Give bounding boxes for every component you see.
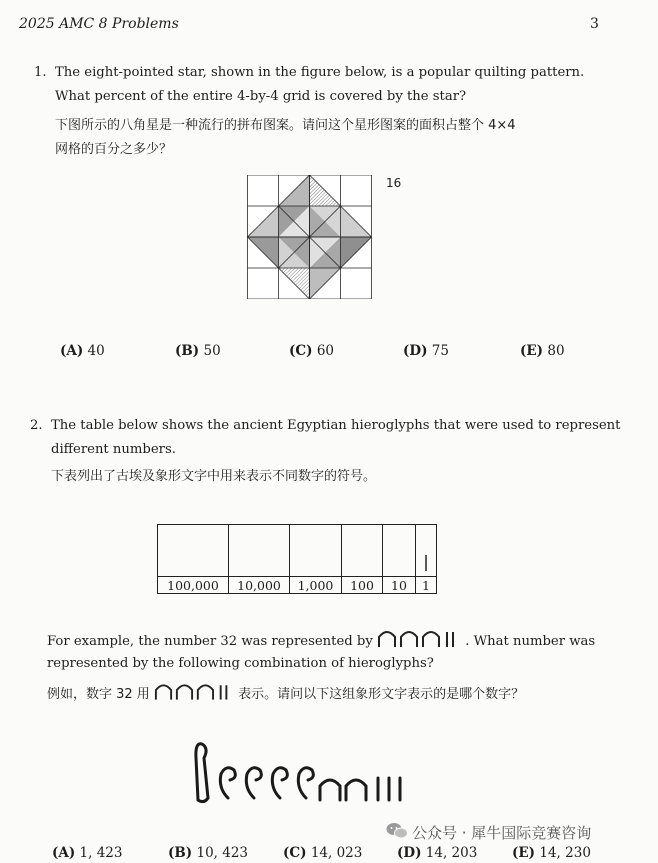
problem-2-cn-line1: 下表列出了古埃及象形文字中用来表示不同数字的符号。: [51, 469, 377, 484]
p1-choice-e: (E) 80: [520, 343, 565, 359]
p2-choice-d: (D) 14, 203: [397, 845, 478, 861]
stroke-glyph-icon: [423, 553, 429, 573]
problem-1-cn-line2: 网格的百分之多少？: [55, 142, 173, 157]
p1-choice-d: (D) 75: [403, 343, 449, 359]
p1-choice-a: (A) 40: [60, 343, 105, 359]
coil-glyph-icon: [220, 768, 235, 798]
glyph-cell-100000: [158, 525, 229, 577]
heel-glyph-icon: [320, 780, 340, 800]
watermark-text: 公众号 · 犀牛国际竞赛咨询: [412, 824, 592, 842]
p2-choice-e: (E) 14, 230: [512, 845, 591, 861]
example-cn-line: 例如，数字 32 用 表示。请问以下这组象形文字表示的是哪个数字？: [47, 681, 524, 707]
hieroglyph-table: [157, 524, 437, 594]
example-32-glyphs-icon: [377, 628, 461, 648]
p2-choice-b: (B) 10, 423: [168, 845, 249, 861]
heel-glyph-icon: [346, 780, 366, 800]
hieroglyph-combination-figure: [188, 738, 413, 804]
glyph-cell-100: [342, 525, 383, 577]
table-value-100000: 100,000: [158, 577, 229, 594]
page-header-title: 2025 AMC 8 Problems: [19, 16, 179, 32]
page-number: 3: [590, 16, 599, 32]
glyph-cell-1000: [290, 525, 342, 577]
table-value-1: 1: [416, 577, 437, 594]
p1-choice-b: (B) 50: [175, 343, 221, 359]
example-en-line2: represented by the following combination of hieroglyphs?: [47, 656, 434, 671]
table-value-10: 10: [383, 577, 416, 594]
problem-1-number: 1.: [34, 65, 47, 80]
problem-1-text-line2: What percent of the entire 4-by-4 grid is covered by the star?: [55, 89, 467, 104]
glyph-cell-10000: [229, 525, 290, 577]
glyph-cell-10: [383, 525, 416, 577]
problem-2-text-line2: different numbers.: [51, 442, 176, 457]
star-quilt-figure: [243, 175, 376, 299]
table-value-100: 100: [342, 577, 383, 594]
table-value-10000: 10,000: [229, 577, 290, 594]
example-en-line1: For example, the number 32 was represented by . What number was: [47, 628, 595, 654]
table-value-1000: 1,000: [290, 577, 342, 594]
p2-choice-c: (C) 14, 023: [283, 845, 363, 861]
coil-glyph-icon: [298, 768, 313, 798]
p1-choice-c: (C) 60: [289, 343, 335, 359]
handwritten-note: 16: [386, 176, 402, 190]
coil-glyph-icon: [272, 768, 287, 798]
problem-2-number: 2.: [30, 418, 43, 433]
example-32-glyphs-cn-icon: [154, 681, 234, 701]
finger-glyph-icon: [196, 744, 208, 802]
wechat-icon: [386, 822, 408, 844]
problem-2-text-line1: The table below shows the ancient Egyptian hieroglyphs that were used to represent: [51, 418, 621, 433]
coil-glyph-icon: [246, 768, 261, 798]
problem-1-cn-line1: 下图所示的八角星是一种流行的拼布图案。请问这个星形图案的面积占整个 4×4: [55, 118, 516, 133]
p2-choice-a: (A) 1, 423: [52, 845, 123, 861]
glyph-cell-1: [416, 525, 437, 577]
problem-1-text-line1: The eight-pointed star, shown in the figure below, is a popular quilting pattern.: [55, 65, 585, 80]
